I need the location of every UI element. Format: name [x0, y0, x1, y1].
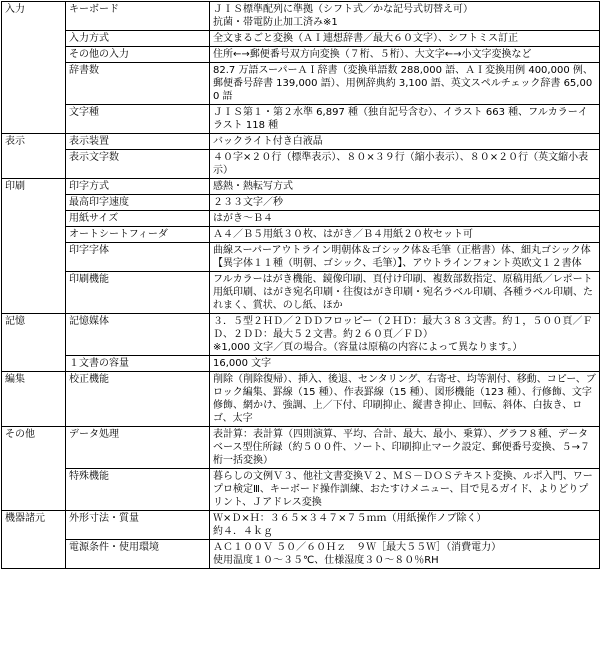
spec-value: 暮らしの文例Ｖ３、他社文書変換Ｖ２、ＭＳ－ＤＯＳテキスト変換、ルポ入門、ワープロ検定Ⅲ、キーボード操作訓練、おたすけメニュー、目で見るガイド、よりどりプリント、Ｊアドレス変換 — [210, 469, 600, 511]
spec-value: 住所←→郵便番号双方向変換（７桁、５桁）、大文字←→小文字変換など — [210, 47, 600, 63]
spec-label: オートシートフィーダ — [66, 227, 210, 243]
spec-label: 文字種 — [66, 105, 210, 134]
spec-row — [2, 272, 600, 314]
category-cell: 機器諸元 — [2, 511, 66, 569]
spec-value: ＪＩＳ第１・第２水準 6,897 種（独自記号含む）、イラスト 663 種、フルカラーイラスト 118 種 — [210, 105, 600, 134]
category-cell: 印刷 — [2, 179, 66, 314]
spec-value: はがき～Ｂ４ — [210, 211, 600, 227]
spec-value: Ａ４／Ｂ５用紙３０枚、はがき／Ｂ４用紙２０枚セット可 — [210, 227, 600, 243]
spec-label: 校正機能 — [66, 372, 210, 427]
spec-label: データ処理 — [66, 427, 210, 469]
spec-row — [2, 31, 600, 47]
category-cell: 入力 — [2, 2, 66, 134]
spec-label: 電源条件・使用環境 — [66, 540, 210, 569]
spec-label: 入力方式 — [66, 31, 210, 47]
spec-value: ４０字×２０行（標準表示）、８０×３９行（縮小表示）、８０×２０行（英文縮小表示） — [210, 150, 600, 179]
spec-label: 表示文字数 — [66, 150, 210, 179]
spec-value: 82.7 万語スーパーＡＩ辞書（変換単語数 288,000 語、ＡＩ変換用例 400,000 例、郵便番号辞書 139,000 語）、用例辞典約 3,100 語、英文スペルチェック辞書 65,000 語 — [210, 63, 600, 105]
spec-value: バックライト付き白液晶 — [210, 134, 600, 150]
spec-value: ２３３文字／秒 — [210, 195, 600, 211]
spec-value: ３．５型２ＨＤ／２ＤＤフロッピー（２ＨＤ：最大３８３文書。約１，５００頁／ＦＤ、２ＤＤ：最大５２文書。約２６０頁／ＦＤ） ※1,000 文字／頁の場合。（容量は原稿の内容によって異なります。） — [210, 314, 600, 356]
spec-row — [2, 511, 600, 540]
category-cell: 編集 — [2, 372, 66, 427]
spec-label: 辞書数 — [66, 63, 210, 105]
spec-label: その他の入力 — [66, 47, 210, 63]
category-cell: その他 — [2, 427, 66, 511]
category-cell: 表示 — [2, 134, 66, 179]
spec-value: 表計算：表計算（四則演算、平均、合計、最大、最小、乗算）、グラフ８種、データベース型住所録（約５００件、ソート、印刷抑止マーク設定、郵便番号変換、５→７桁一括変換） — [210, 427, 600, 469]
spec-row — [2, 63, 600, 105]
spec-row — [2, 179, 600, 195]
spec-row — [2, 427, 600, 469]
spec-value: Ｗ×Ｄ×Ｈ：３６５×３４７×７５ｍｍ（用紙操作ノブ除く） 約４．４ｋｇ — [210, 511, 600, 540]
spec-label: 最高印字速度 — [66, 195, 210, 211]
spec-label: 印字方式 — [66, 179, 210, 195]
spec-row — [2, 134, 600, 150]
spec-table — [1, 1, 600, 569]
spec-row — [2, 469, 600, 511]
spec-row — [2, 243, 600, 272]
spec-value: ＪＩＳ標準配列に準拠（シフト式／かな記号式切替え可） 抗菌・帯電防止加工済み※1 — [210, 2, 600, 31]
spec-table-body — [2, 2, 600, 569]
spec-row — [2, 2, 600, 31]
spec-label: 表示装置 — [66, 134, 210, 150]
spec-value: ＡＣ１００Ｖ ５０／６０Ｈｚ ９Ｗ［最大５５Ｗ］（消費電力） 使用温度１０～３５℃、仕様湿度３０～８０％RH — [210, 540, 600, 569]
spec-value: フルカラーはがき機能、鏡像印刷、頁付け印刷、複数部数指定、原稿用紙／レポート用紙印刷、はがき宛名印刷・往復はがき印刷・宛名ラベル印刷、各種ラベル印刷、たれまく、賞状、のし紙、ほか — [210, 272, 600, 314]
spec-label: 印刷機能 — [66, 272, 210, 314]
spec-row — [2, 227, 600, 243]
category-cell: 記憶 — [2, 314, 66, 372]
spec-row — [2, 372, 600, 427]
spec-row — [2, 356, 600, 372]
spec-value: 削除（削除復帰）、挿入、後退、センタリング、右寄せ、均等割付、移動、コピー、ブロック編集、罫線（15 種）、作表罫線（15 種）、図形機能（123 種）、行修飾、文字修飾、網かけ、強調、上／下付、印刷抑止、縦書き抑止、回転、斜体、白抜き、ロゴ、太字 — [210, 372, 600, 427]
spec-value: 16,000 文字 — [210, 356, 600, 372]
spec-row — [2, 211, 600, 227]
spec-label: 外形寸法・質量 — [66, 511, 210, 540]
spec-label: １文書の容量 — [66, 356, 210, 372]
spec-row — [2, 540, 600, 569]
spec-label: 用紙サイズ — [66, 211, 210, 227]
spec-value: 感熱・熱転写方式 — [210, 179, 600, 195]
spec-value: 曲線スーパーアウトライン明朝体＆ゴシック体＆毛筆（正楷書）体、細丸ゴシック体【異字体１１種（明朝、ゴシック、毛筆）】、アウトラインフォント英欧文１２書体 — [210, 243, 600, 272]
spec-label: キーボード — [66, 2, 210, 31]
spec-row — [2, 47, 600, 63]
spec-value: 全文まるごと変換（ＡＩ連想辞書／最大６０文字）、シフトミス訂正 — [210, 31, 600, 47]
spec-label: 記憶媒体 — [66, 314, 210, 356]
spec-label: 印字字体 — [66, 243, 210, 272]
spec-row — [2, 195, 600, 211]
spec-row — [2, 150, 600, 179]
spec-row — [2, 314, 600, 356]
spec-row — [2, 105, 600, 134]
spec-label: 特殊機能 — [66, 469, 210, 511]
